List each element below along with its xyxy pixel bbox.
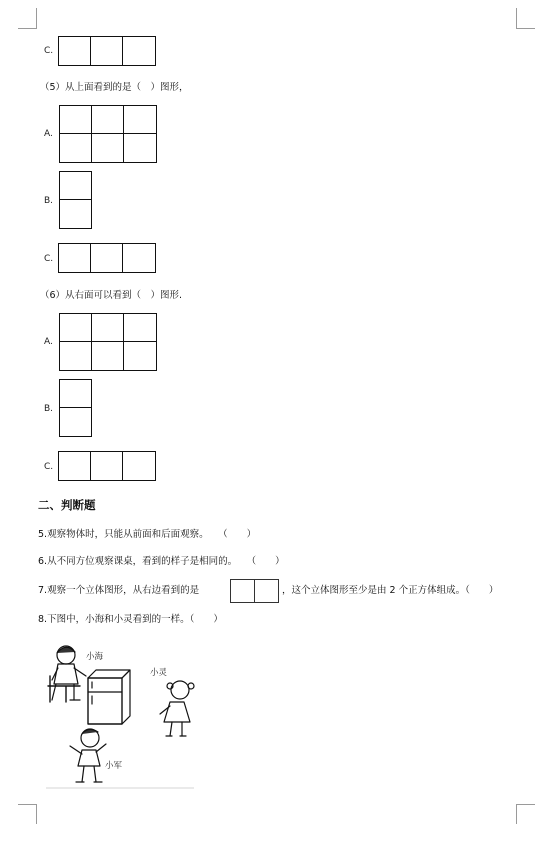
option-label: C. — [44, 462, 54, 472]
crop-mark-bl-h — [18, 804, 37, 805]
label-xiaoling: 小灵 — [150, 668, 168, 678]
section-heading: 二、判断题 — [38, 498, 96, 512]
crop-mark-tr-v — [516, 8, 517, 28]
question-prompt: （6）从右面可以看到（ ）图形. — [40, 290, 183, 301]
shape-row-of-three — [58, 243, 156, 273]
crop-mark-br-v — [516, 804, 517, 824]
option-label: C. — [44, 254, 54, 264]
label-xiaojun: 小军 — [105, 761, 123, 771]
option-label: C. — [44, 46, 54, 56]
true-false-item-5: 5.观察物体时，只能从前面和后面观察。 （ ） — [38, 529, 257, 540]
shape-column-of-two — [59, 171, 92, 229]
shape-two-by-three — [59, 105, 157, 163]
crop-mark-br-h — [516, 804, 535, 805]
true-false-item-7-part2: ，这个立体图形至少是由 2 个正方体组成。（ ） — [282, 585, 499, 596]
true-false-item-8: 8.下图中，小海和小灵看到的一样。（ ） — [38, 614, 223, 625]
box-object-drawing — [88, 670, 130, 724]
child-xiaoling-drawing — [160, 681, 194, 736]
child-xiaojun-drawing — [70, 729, 106, 782]
label-xiaohai: 小海 — [86, 652, 104, 662]
option-label: A. — [44, 337, 53, 347]
true-false-item-6: 6.从不同方位观察课桌，看到的样子是相同的。 （ ） — [38, 556, 285, 567]
observation-figure — [44, 640, 204, 790]
option-label: B. — [44, 404, 54, 414]
shape-column-of-two — [59, 379, 92, 437]
crop-mark-bl-v — [36, 804, 37, 824]
option-label: B. — [44, 196, 54, 206]
true-false-item-7-part1: 7.观察一个立体图形，从右边看到的是 — [38, 585, 200, 596]
option-label: A. — [44, 129, 53, 139]
crop-mark-tr-h — [516, 28, 535, 29]
crop-mark-tl-h — [18, 28, 37, 29]
question-prompt: （5）从上面看到的是（ ）图形， — [40, 82, 189, 93]
shape-row-of-two — [230, 579, 279, 603]
crop-mark-tl-v — [36, 8, 37, 28]
child-xiaohai-drawing — [48, 646, 86, 702]
shape-row-of-three — [58, 451, 156, 481]
shape-two-by-three — [59, 313, 157, 371]
shape-row-of-three — [58, 36, 156, 66]
